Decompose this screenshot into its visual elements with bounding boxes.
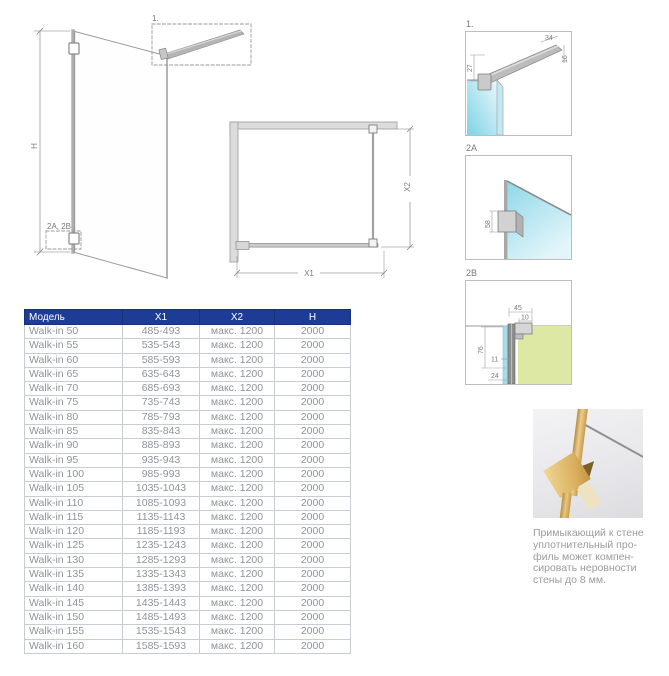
table-row	[25, 525, 351, 539]
glass-section	[503, 326, 508, 384]
cell-value: 2000	[275, 596, 351, 610]
cell-model: Walk-in 130	[25, 553, 123, 567]
table-row	[25, 367, 351, 381]
table-row	[25, 582, 351, 596]
cell-model: Walk-in 60	[25, 353, 123, 367]
cell-model: Walk-in 125	[25, 539, 123, 553]
bar-glass-clamp-plan	[369, 239, 377, 247]
glass-side-face	[497, 80, 503, 135]
callout-label-brackets: 2A, 2B	[47, 222, 72, 231]
table-row	[25, 610, 351, 624]
cell-value: макс. 1200	[200, 367, 275, 381]
support-bar-highlight	[484, 46, 558, 78]
detail-2a-drawing	[466, 156, 571, 259]
table-row	[25, 339, 351, 353]
wall-bracket-plan	[236, 242, 249, 250]
walkin-panel-drawing	[0, 0, 460, 305]
cell-model: Walk-in 150	[25, 610, 123, 624]
support-bar-highlight	[165, 31, 241, 55]
cell-value: 2000	[275, 582, 351, 596]
cell-value: макс. 1200	[200, 610, 275, 624]
table-row	[25, 553, 351, 567]
cell-value: макс. 1200	[200, 525, 275, 539]
cell-model: Walk-in 110	[25, 496, 123, 510]
cell-value: 1485-1493	[123, 610, 200, 624]
cell-value: 1585-1593	[123, 639, 200, 653]
dim-label-76: 76	[478, 346, 485, 354]
table-row	[25, 439, 351, 453]
cell-model: Walk-in 100	[25, 467, 123, 481]
dim-label-x1: X1	[304, 269, 314, 278]
photo-support-bar	[582, 422, 643, 458]
cell-value: 2000	[275, 525, 351, 539]
detail-2a	[465, 143, 574, 260]
cell-value: 2000	[275, 610, 351, 624]
table-row	[25, 325, 351, 339]
detail-1-drawing	[466, 32, 571, 135]
cell-value: макс. 1200	[200, 410, 275, 424]
cell-value: 2000	[275, 439, 351, 453]
cell-value: макс. 1200	[200, 596, 275, 610]
cell-value: 785-793	[123, 410, 200, 424]
wall-bracket-bottom	[69, 233, 79, 244]
cell-model: Walk-in 105	[25, 482, 123, 496]
dim-label-27: 27	[467, 64, 474, 72]
cell-value: макс. 1200	[200, 396, 275, 410]
cell-value: 1235-1243	[123, 539, 200, 553]
cell-model: Walk-in 95	[25, 453, 123, 467]
note-line: уплотнительный про-	[533, 538, 638, 551]
cell-model: Walk-in 50	[25, 325, 123, 339]
cell-value: 535-543	[123, 339, 200, 353]
cell-model: Walk-in 160	[25, 639, 123, 653]
photo-seal-strip	[577, 482, 601, 510]
table-row	[25, 625, 351, 639]
cell-value: 2000	[275, 425, 351, 439]
wall-left	[230, 122, 238, 262]
cell-value: 2000	[275, 496, 351, 510]
dim-label-58: 58	[485, 220, 492, 228]
table-row	[25, 410, 351, 424]
header-model: Модель	[25, 310, 123, 325]
dim-label-h: H	[30, 143, 39, 149]
cell-value: 2000	[275, 639, 351, 653]
table-row	[25, 568, 351, 582]
cell-value: макс. 1200	[200, 510, 275, 524]
table-header-row	[25, 310, 351, 325]
detail-2a-box	[465, 155, 572, 260]
cell-value: 685-693	[123, 382, 200, 396]
cell-value: 2000	[275, 410, 351, 424]
cell-model: Walk-in 75	[25, 396, 123, 410]
callout-label-bar: 1.	[152, 14, 159, 23]
bar-clamp	[478, 74, 491, 90]
note-line: стены до 8 мм.	[533, 574, 607, 587]
note-line: филь может компен-	[533, 550, 634, 563]
table-row	[25, 353, 351, 367]
detail-1	[465, 19, 574, 136]
bar-wall-mount-plan	[369, 125, 377, 133]
cell-value: макс. 1200	[200, 496, 275, 510]
table-row	[25, 639, 351, 653]
cell-value: макс. 1200	[200, 582, 275, 596]
cell-value: 2000	[275, 625, 351, 639]
cell-value: 735-743	[123, 396, 200, 410]
perspective-view	[30, 14, 251, 278]
glass-panel-plan	[238, 244, 378, 248]
table-row	[25, 467, 351, 481]
cell-value: 635-643	[123, 367, 200, 381]
detail-1-box	[465, 31, 572, 136]
table-row	[25, 596, 351, 610]
header-x1: X1	[123, 310, 200, 325]
detail-1-label: 1.	[466, 19, 474, 29]
dim-label-34: 34	[545, 35, 553, 42]
cell-value: макс. 1200	[200, 353, 275, 367]
glass-panel	[73, 31, 167, 278]
cell-value: 2000	[275, 339, 351, 353]
dim-label-10: 10	[521, 314, 529, 322]
wall-section-green	[518, 326, 571, 384]
cell-model: Walk-in 65	[25, 367, 123, 381]
cell-value: макс. 1200	[200, 325, 275, 339]
cell-model: Walk-in 90	[25, 439, 123, 453]
dim-label-45: 45	[514, 305, 522, 312]
dim-label-11: 11	[491, 356, 499, 364]
dim-label-24: 24	[491, 373, 499, 380]
cell-value: макс. 1200	[200, 639, 275, 653]
cell-value: 1185-1193	[123, 525, 200, 539]
detail-2a-label: 2A	[466, 143, 478, 153]
dim-label-x2: X2	[403, 182, 412, 192]
cell-value: 1385-1393	[123, 582, 200, 596]
cell-model: Walk-in 120	[25, 525, 123, 539]
header-x2: X2	[200, 310, 275, 325]
cell-value: 2000	[275, 539, 351, 553]
cell-value: макс. 1200	[200, 539, 275, 553]
cell-model: Walk-in 85	[25, 425, 123, 439]
cell-value: 2000	[275, 367, 351, 381]
table-row	[25, 382, 351, 396]
cell-value: макс. 1200	[200, 568, 275, 582]
cell-value: макс. 1200	[200, 625, 275, 639]
cell-value: 1135-1143	[123, 510, 200, 524]
cell-value: 1035-1043	[123, 482, 200, 496]
table-row	[25, 539, 351, 553]
cell-value: макс. 1200	[200, 425, 275, 439]
cell-model: Walk-in 155	[25, 625, 123, 639]
support-bar-section	[482, 45, 562, 84]
cell-model: Walk-in 115	[25, 510, 123, 524]
cell-value: 985-993	[123, 467, 200, 481]
profile-bracket-foot	[515, 334, 523, 339]
seal-profile-photo	[533, 409, 643, 518]
table-row	[25, 453, 351, 467]
cell-value: макс. 1200	[200, 453, 275, 467]
cell-value: 585-593	[123, 353, 200, 367]
seal-profile-note	[533, 528, 651, 587]
cell-model: Walk-in 135	[25, 568, 123, 582]
cell-value: 885-893	[123, 439, 200, 453]
cell-value: 2000	[275, 482, 351, 496]
cell-value: 2000	[275, 467, 351, 481]
detail-2b-drawing	[466, 281, 571, 384]
cell-value: 2000	[275, 510, 351, 524]
cell-value: 1535-1543	[123, 625, 200, 639]
cell-value: макс. 1200	[200, 382, 275, 396]
detail-2b	[465, 268, 574, 385]
note-line: сировать неровности	[533, 562, 637, 575]
table-row	[25, 482, 351, 496]
cell-value: макс. 1200	[200, 467, 275, 481]
cell-model: Walk-in 140	[25, 582, 123, 596]
header-h: H	[275, 310, 351, 325]
table-row	[25, 510, 351, 524]
profile-bracket	[515, 323, 532, 334]
wall-bracket	[498, 211, 516, 232]
cell-value: макс. 1200	[200, 439, 275, 453]
cell-value: 2000	[275, 396, 351, 410]
cell-value: 935-943	[123, 453, 200, 467]
support-bar	[164, 30, 244, 59]
detail-2b-box	[465, 280, 572, 385]
cell-value: 1435-1443	[123, 596, 200, 610]
cell-value: 2000	[275, 553, 351, 567]
dim-label-16: 16	[562, 55, 569, 63]
table-row	[25, 425, 351, 439]
cell-model: Walk-in 70	[25, 382, 123, 396]
plan-view	[230, 122, 416, 278]
cell-value: 2000	[275, 382, 351, 396]
detail-2b-label: 2B	[466, 268, 478, 278]
dimensions-table	[24, 309, 351, 654]
cell-value: 2000	[275, 568, 351, 582]
cell-value: 2000	[275, 325, 351, 339]
cell-value: 1285-1293	[123, 553, 200, 567]
cell-value: 485-493	[123, 325, 200, 339]
cell-model: Walk-in 145	[25, 596, 123, 610]
table-row	[25, 396, 351, 410]
cell-value: макс. 1200	[200, 553, 275, 567]
cell-value: макс. 1200	[200, 339, 275, 353]
table-body	[25, 325, 351, 654]
cell-value: 1085-1093	[123, 496, 200, 510]
cell-value: 2000	[275, 453, 351, 467]
cell-value: 1335-1343	[123, 568, 200, 582]
cell-value: 835-843	[123, 425, 200, 439]
note-line: Примыкающий к стене	[533, 527, 644, 539]
table-row	[25, 496, 351, 510]
wall-bracket-top	[69, 43, 79, 54]
cell-model: Walk-in 55	[25, 339, 123, 353]
cell-value: 2000	[275, 353, 351, 367]
cell-model: Walk-in 80	[25, 410, 123, 424]
cell-value: макс. 1200	[200, 482, 275, 496]
